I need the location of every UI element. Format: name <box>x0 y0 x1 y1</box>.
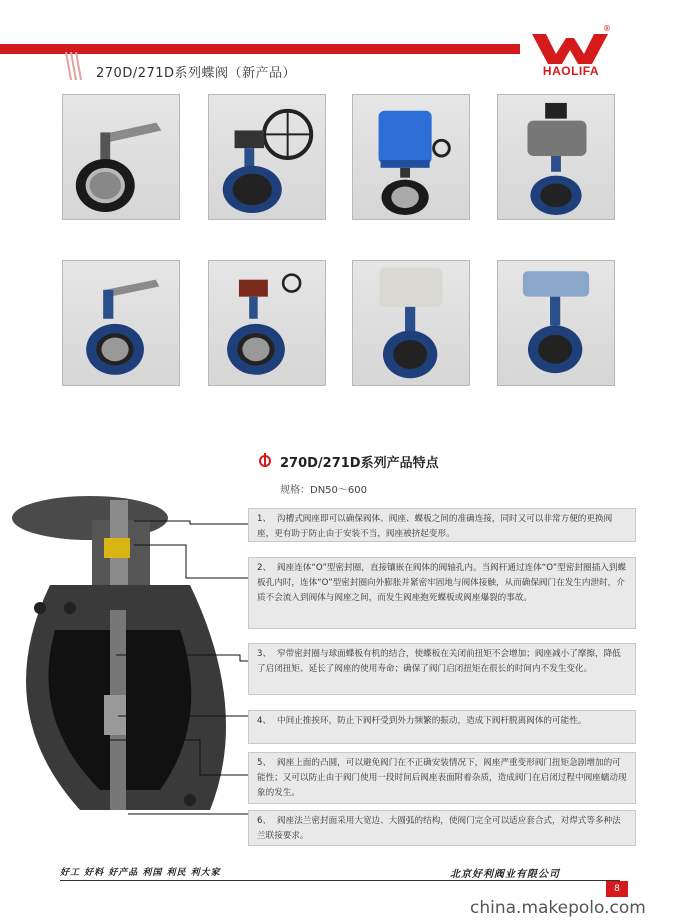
footer-slogan: 好工 好料 好产品 利国 利民 利大家 <box>60 868 221 878</box>
feature-text: 阀座连体“O”型密封圈，直接镶嵌在阀体的阀轴孔内。当阀杆通过连体“O”型密封圈插入到蝶板孔内时，连体“O”型密封圈向外膨胀并紧密牢固地与阀体接触，从而确保阀门在发生内泄时，介质不会流入到阀体与阀座之间，而发生阀座抱死蝶板或阀座爆裂的事故。 <box>257 563 627 603</box>
feature-box-2 <box>248 557 636 629</box>
feature-text: 阀座法兰密封面采用大宽边、大圆弧的结构，使阀门完全可以适应套合式，对焊式等多种法兰联接要求。 <box>257 816 621 841</box>
feature-text: 沟槽式阀座即可以确保阀体、阀座、蝶板之间的准确连接，同时又可以非常方便的更换阀座，更有助于防止由于安装不当，阀座被挤起变形。 <box>257 514 613 539</box>
feature-box-1 <box>248 508 636 542</box>
feature-num: 2、 <box>257 563 272 573</box>
feature-num: 3、 <box>257 649 272 659</box>
page-title: 270D/271D系列蝶阀（新产品） <box>96 66 297 81</box>
feature-text: 阀座上面的凸圆，可以避免阀门在不正确安装情况下，阀座严重变形阀门扭矩急剧增加的可能性；又可以防止由于阀门使用一段时间后阀座表面附着杂质，造成阀门在启闭过程中阀座蠕动现象的发生。 <box>257 758 627 798</box>
footer-rule <box>60 880 620 881</box>
feature-num: 6、 <box>257 816 272 826</box>
feature-box-6 <box>248 810 636 846</box>
feature-text: 窄带密封圈与球面蝶板有机的结合，使蝶板在关闭前扭矩不会增加；阀座减小了摩擦，降低了启闭扭矩、延长了阀座的使用寿命；确保了阀门启闭扭矩在很长的时间内不发生变化。 <box>257 649 621 674</box>
watermark: china.makepolo.com <box>470 898 646 918</box>
feature-box-3 <box>248 643 636 695</box>
feature-num: 1、 <box>257 514 272 524</box>
brand-name: HAOLIFA <box>542 64 600 78</box>
feature-box-4 <box>248 710 636 744</box>
footer-company: 北京好利阀业有限公司 <box>450 869 560 880</box>
registered-mark: ® <box>603 24 611 33</box>
page-number: 8 <box>606 881 628 897</box>
feature-num: 5、 <box>257 758 272 768</box>
feature-text: 中间止推挨环，防止下阀杆受到外力频繁的振动，造成下阀杆脱离阀体的可能性。 <box>277 716 587 726</box>
spec-range: 规格：DN50～600 <box>280 485 367 496</box>
section-title: 270D/271D系列产品特点 <box>280 456 439 471</box>
feature-num: 4、 <box>257 716 272 726</box>
feature-box-5 <box>248 752 636 804</box>
